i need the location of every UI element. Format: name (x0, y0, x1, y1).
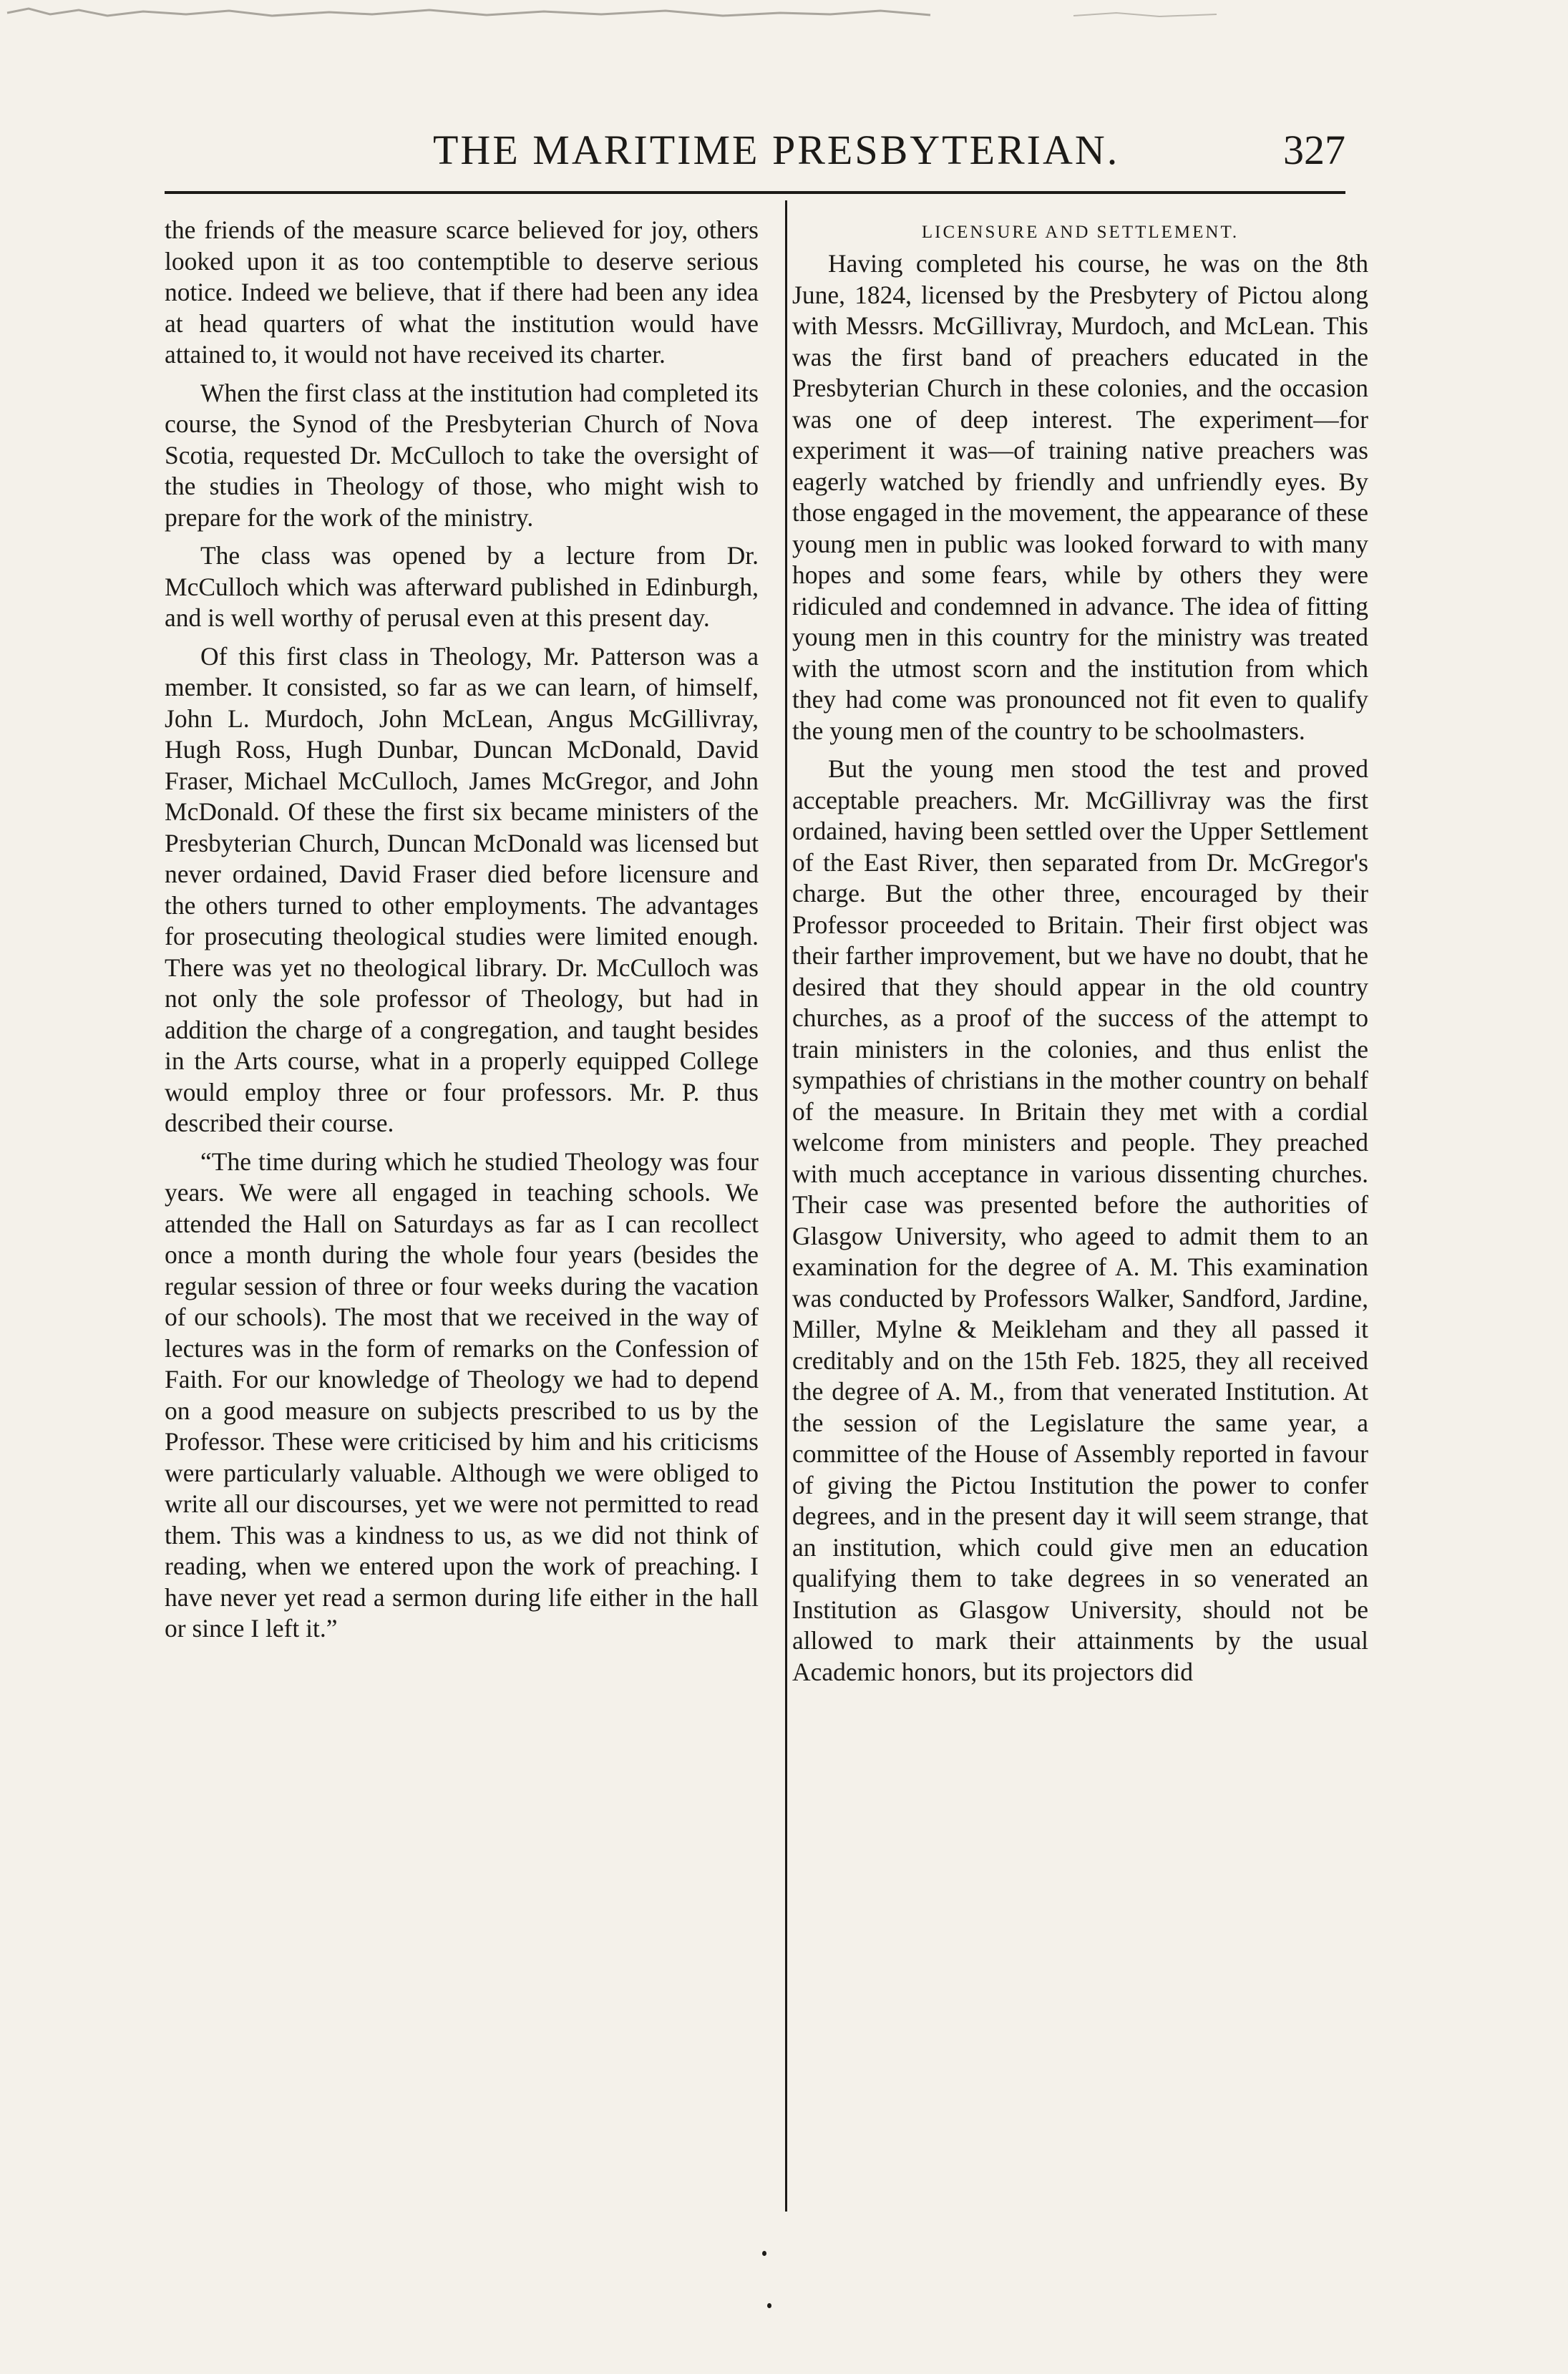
left-paragraph-1: the friends of the measure scarce believed for joy, others looked upon it as too contemptible to deserve serious notice. Indeed we believe, that if there had been any idea at head quarters of what the institution would have attained to, it would not have received its charter. (165, 215, 759, 369)
right-column (792, 215, 1368, 1695)
left-paragraph-5: “The time during which he studied Theology was four years. We were all engaged in teaching schools. We attended the Hall on Saturdays as far as I can recollect once a month during the whole four years (besides the regular session of three or four weeks during the vacation of our schools). The most that we received in the way of lectures was in the form of remarks on the Confession of Faith. For our knowledge of Theology we had to depend on a good measure on subjects prescribed to us by the Professor. These were criticised by him and his criticisms were particularly valuable. Although we were obliged to write all our discourses, yet we were not permitted to read them. This was a kindness to us, as we did not think of reading, when we entered upon the work of preaching. I have never yet read a sermon during life either in the hall or since I left it.” (165, 1147, 759, 1643)
right-paragraph-1: Having completed his course, he was on the 8th June, 1824, licensed by the Presbytery of Pictou along with Messrs. McGillivray, Murdoch, and McLean. This was the first band of preachers educated in the Presbyterian Church in these colonies, and the occasion was one of deep interest. The experiment—for experiment it was—of training native preachers was eagerly watched by friendly and unfriendly eyes. By those engaged in the movement, the appearance of these young men in public was looked forward to with many hopes and some fears, while by others they were ridiculed and condemned in advance. The idea of fitting young men in this country for the ministry was treated with the utmost scorn and the institution from which they had come was pronounced not fit even to qualify the young men of the country to be schoolmasters. (792, 249, 1368, 745)
right-paragraph-2: But the young men stood the test and proved acceptable preachers. Mr. McGillivray was the first ordained, having been settled over the Upper Settlement of the East River, then separated from Dr. McGregor's charge. But the other three, encouraged by their Professor proceeded to Britain. Their first object was their farther improvement, but we have no doubt, that he desired that they should appear in the old country churches, as a proof of the success of the attempt to train ministers in the colonies, and thus enlist the sympathies of christians in the mother country on behalf of the measure. In Britain they met with a cordial welcome from ministers and people. They preached with much acceptance in various dissenting churches. Their case was presented before the authorities of Glasgow University, who ageed to admit them to an examination for the degree of A. M. This examination was conducted by Professors Walker, Sandford, Jardine, Miller, Mylne & Meikleham and they all passed it creditably and on the 15th Feb. 1825, they all received the degree of A. M., from that venerated Institution. At the session of the Legislature the same year, a committee of the House of Assembly reported in favour of giving the Pictou Institution the power to confer degrees, and in the present day it will seem strange, that an institution, which could give men an education qualifying them to take degrees in so venerated an Institution as Glasgow University, should not be allowed to mark their attainments by the usual Academic honors, but its projectors did (792, 754, 1368, 1686)
column-divider (785, 200, 787, 2212)
scan-edge-noise (0, 0, 1568, 29)
page-header (165, 118, 1345, 183)
page-number: 327 (1283, 127, 1345, 173)
header-rule (165, 191, 1345, 194)
left-paragraph-3: The class was opened by a lecture from Dr. McCulloch which was afterward published in Edinburgh, and is well worthy of perusal even at this present day. (165, 541, 759, 632)
left-paragraph-4: Of this first class in Theology, Mr. Patterson was a member. It consisted, so far as we can learn, of himself, John L. Murdoch, John McLean, Angus McGillivray, Hugh Ross, Hugh Dunbar, Duncan McDonald, David Fraser, Michael McCulloch, James McGregor, and John McDonald. Of these the first six became ministers of the Presbyterian Church, Duncan McDonald was licensed but never ordained, David Fraser died before licensure and the others turned to other employments. The advantages for prosecuting theological studies were limited enough. There was yet no theological library. Dr. McCulloch was not only the sole professor of Theology, but had in addition the charge of a congregation, and taught besides in the Arts course, what in a properly equipped College would employ three or four professors. Mr. P. thus described their course. (165, 641, 759, 1137)
left-paragraph-2: When the first class at the institution had completed its course, the Synod of the Presbyterian Church of Nova Scotia, requested Dr. McCulloch to take the oversight of the studies in Theology of those, who might wish to prepare for the work of the ministry. (165, 378, 759, 532)
left-column (165, 215, 759, 1652)
stray-ink-dot (767, 2303, 771, 2308)
stray-ink-dot (762, 2251, 766, 2256)
section-heading: LICENSURE AND SETTLEMENT. (921, 223, 1240, 242)
running-title: THE MARITIME PRESBYTERIAN. (433, 127, 1120, 173)
